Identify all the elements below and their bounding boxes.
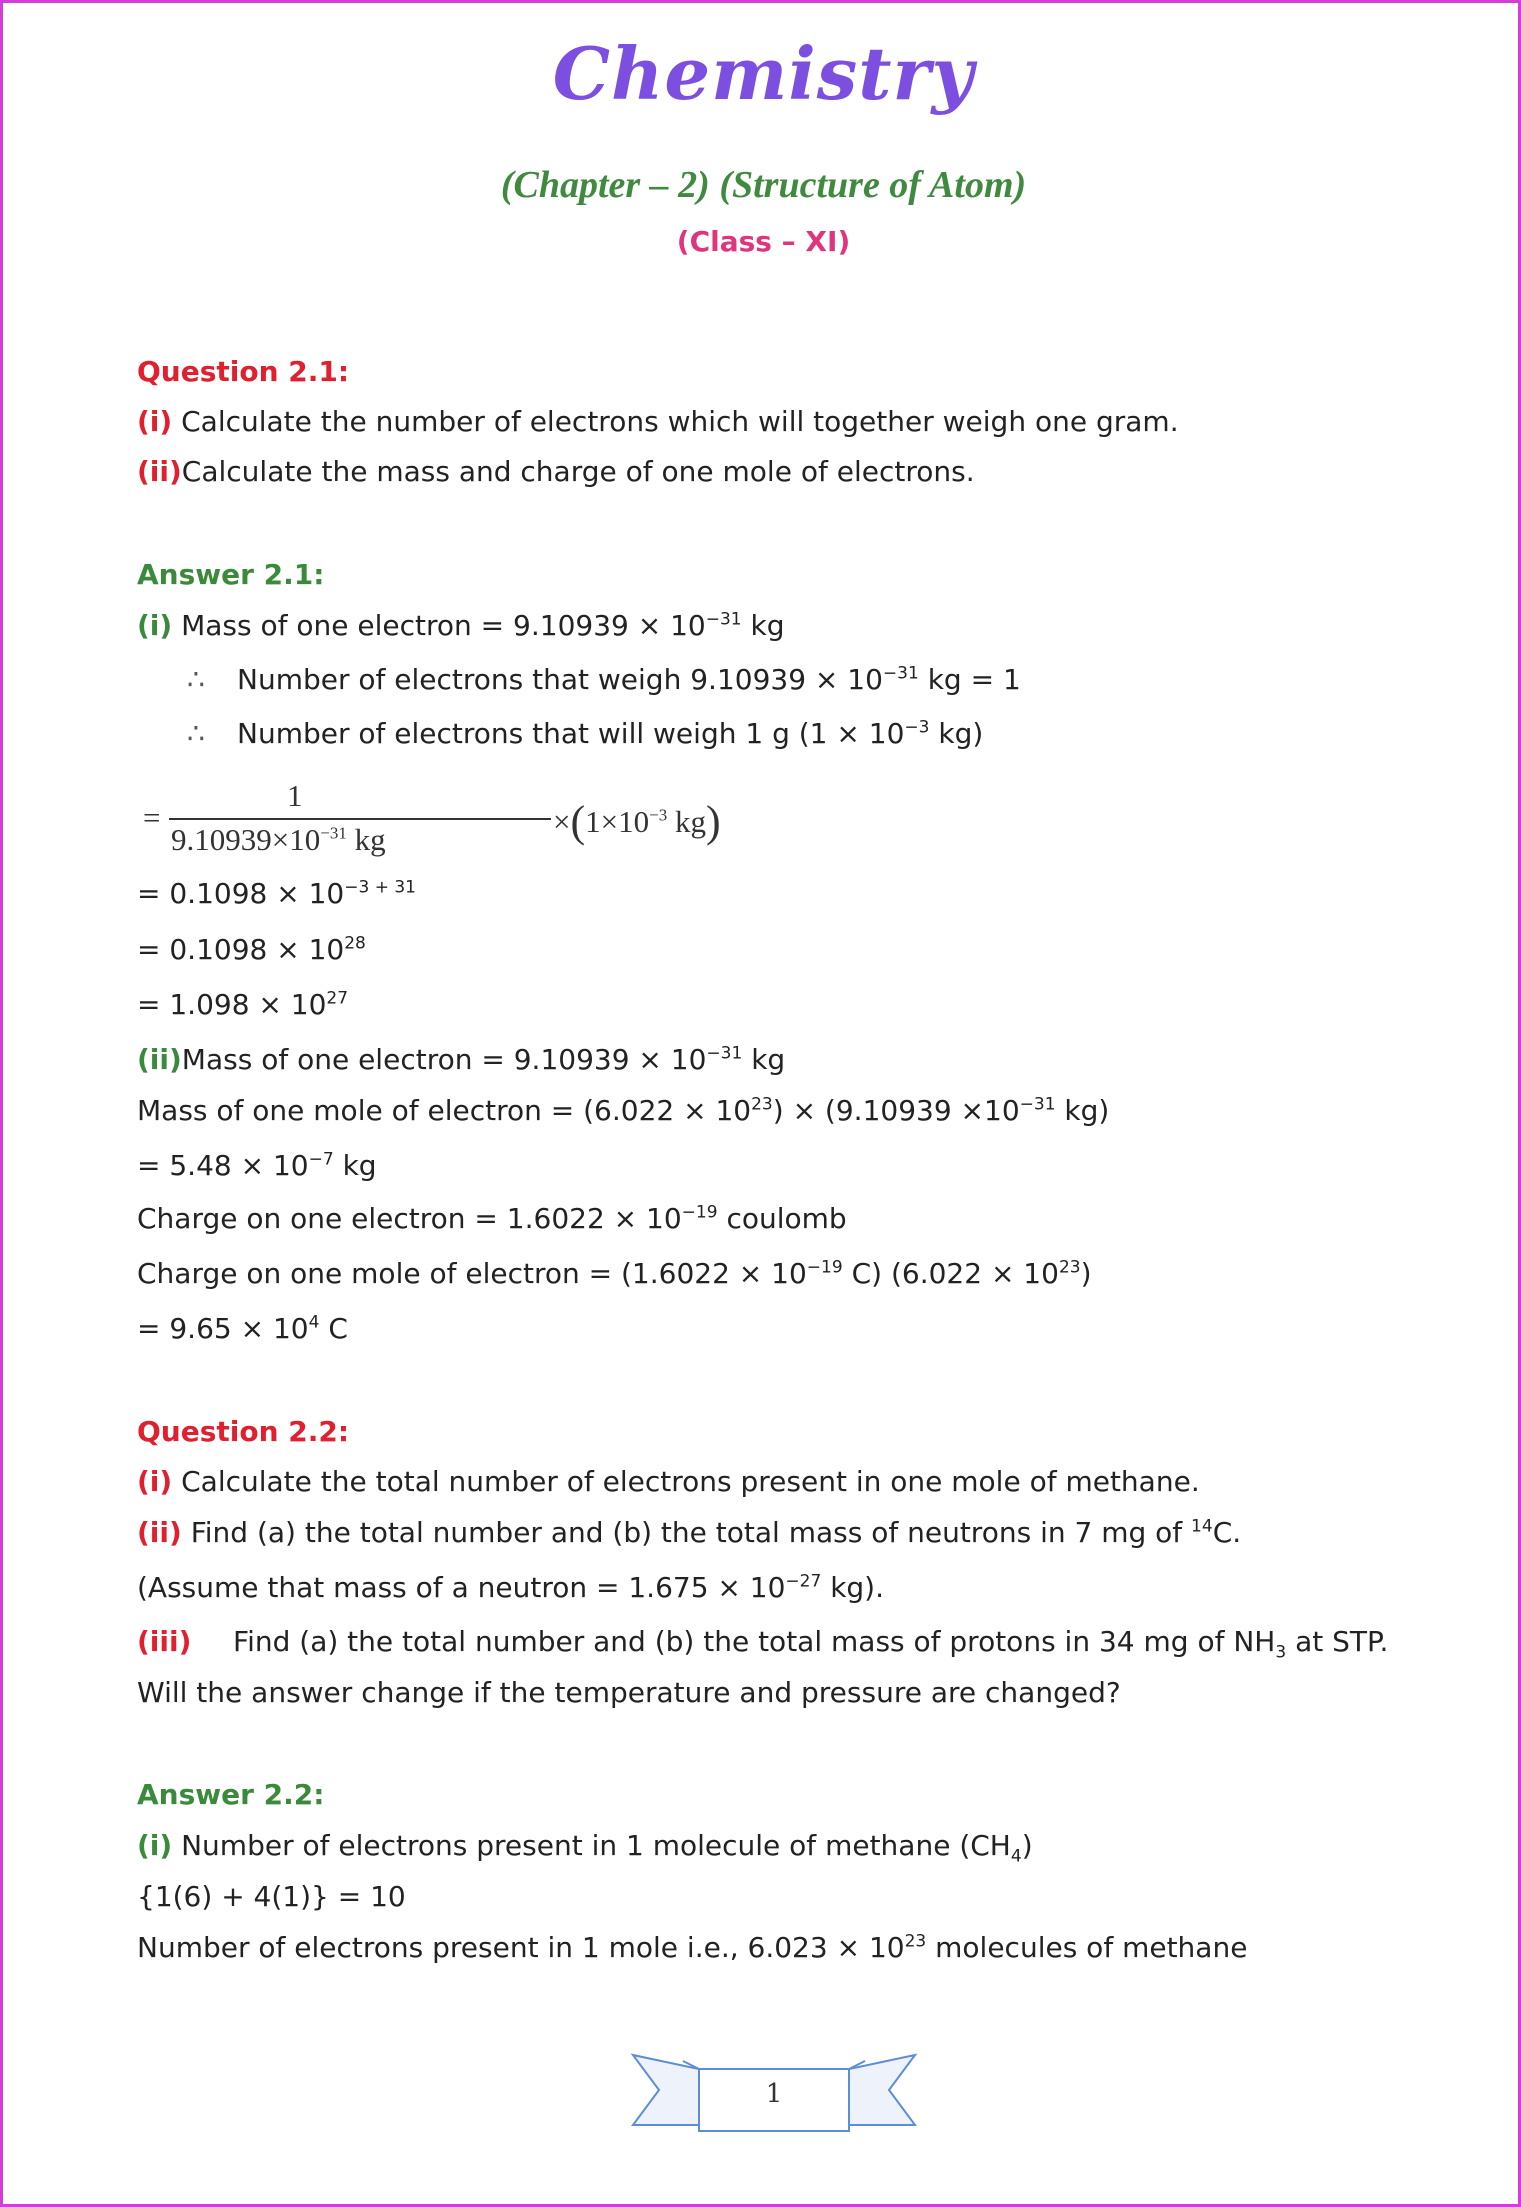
answer-2-1-mole-mass-result (137, 1149, 1437, 1183)
equals-sign: = (143, 800, 161, 835)
text: 1×10 (585, 804, 650, 839)
text: at STP. (1286, 1625, 1389, 1658)
exponent: −27 (785, 1571, 822, 1592)
exponent: −31 (705, 609, 742, 630)
therefore-icon: ∴ (187, 663, 205, 696)
answer-2-1-step-1 (137, 877, 1437, 911)
times-sign: × (553, 804, 571, 839)
text: Charge on one mole of electron = (1.6022 × 10 (137, 1257, 807, 1290)
text: ) (1021, 1829, 1033, 1862)
subscript: 3 (1275, 1642, 1287, 1663)
answer-2-2-line-3 (137, 1931, 1437, 1965)
text: Find (a) the total number and (b) the total mass of protons in 34 mg of NH (233, 1625, 1276, 1658)
text: Mass of one mole of electron = (6.022 × 10 (137, 1094, 752, 1127)
part-label: (ii) (137, 455, 182, 488)
exponent: 4 (308, 1312, 320, 1333)
exponent: −3 (649, 805, 668, 825)
text: C (319, 1312, 348, 1345)
exponent: 23 (751, 1094, 773, 1115)
part-text: Calculate the mass and charge of one mole of electrons. (181, 455, 975, 488)
answer-2-2-line-1 (137, 1829, 1437, 1867)
exponent: −31 (320, 823, 347, 843)
text: Mass of one electron = 9.10939 × 10 (181, 1043, 707, 1076)
answer-2-1-charge-mole (137, 1257, 1437, 1291)
text: = 9.65 × 10 (137, 1312, 309, 1345)
text: kg (741, 609, 785, 642)
text: C) (6.022 × 10 (842, 1257, 1059, 1290)
answer-2-1-line-2 (187, 663, 1487, 697)
text: kg (667, 804, 706, 839)
question-2-2-part-ii (137, 1516, 1437, 1550)
question-2-2-part-iii (137, 1625, 1437, 1663)
page-number-ribbon (629, 2043, 919, 2143)
question-2-2-assume (137, 1571, 1437, 1605)
text: Find (a) the total number and (b) the total mass of neutrons in 7 mg of (181, 1516, 1192, 1549)
exponent: −31 (882, 663, 919, 684)
answer-2-1-step-3 (137, 988, 1437, 1022)
exponent: −7 (308, 1149, 334, 1170)
text: Number of electrons present in 1 molecule of methane (CH (172, 1829, 1011, 1862)
exponent: −31 (1019, 1094, 1056, 1115)
text: kg (346, 822, 386, 857)
class-heading: (Class – XI) (676, 225, 851, 258)
fraction-multiplier (553, 796, 721, 847)
answer-2-1-part-ii-line-1 (137, 1043, 1437, 1077)
part-text: Calculate the number of electrons which will together weigh one gram. (181, 405, 1179, 438)
answer-2-1-mole-mass (137, 1094, 1437, 1128)
text: kg (333, 1149, 377, 1182)
question-2-1-part-i (137, 405, 1437, 439)
question-2-1-part-ii (137, 455, 1437, 489)
part-text: Calculate the total number of electrons present in one mole of methane. (172, 1465, 1200, 1498)
paren: ( (570, 797, 586, 846)
part-label: (i) (137, 1465, 173, 1498)
text: kg) (929, 717, 984, 750)
exponent: 23 (1058, 1257, 1081, 1278)
text: = 0.1098 × 10 (137, 877, 345, 910)
answer-2-1-line-3 (187, 717, 1487, 751)
question-2-2-heading: Question 2.2: (137, 1415, 350, 1448)
text: kg) (1055, 1094, 1110, 1127)
part-label: (i) (137, 1829, 173, 1862)
text: Charge on one electron = 1.6022 × 10 (137, 1202, 682, 1235)
text: kg). (821, 1571, 885, 1604)
exponent: −19 (681, 1202, 718, 1223)
text: ) (1080, 1257, 1092, 1290)
text: Number of electrons present in 1 mole i.e., 6.023 × 10 (137, 1931, 905, 1964)
fraction-bar (169, 818, 551, 820)
answer-2-2-line-2: {1(6) + 4(1)} = 10 (137, 1880, 406, 1913)
exponent: 23 (904, 1931, 927, 1952)
part-label: (ii) (137, 1516, 182, 1549)
answer-2-1-line-1 (137, 609, 1437, 643)
question-2-2-part-i (137, 1465, 1437, 1499)
answer-2-2-heading: Answer 2.2: (137, 1778, 325, 1811)
page-title: Chemistry (552, 31, 975, 116)
answer-2-1-step-2 (137, 933, 1437, 967)
text: C. (1212, 1516, 1242, 1549)
answer-2-1-charge-result (137, 1312, 1437, 1346)
exponent: 28 (344, 933, 366, 954)
exponent: −19 (806, 1257, 843, 1278)
part-label: (i) (137, 609, 173, 642)
fraction-denominator (171, 822, 386, 858)
part-label: (iii) (137, 1625, 192, 1658)
text: Mass of one electron = 9.10939 × 10 (181, 609, 706, 642)
therefore-icon: ∴ (187, 717, 205, 750)
subscript: 4 (1010, 1846, 1022, 1867)
question-2-1-heading: Question 2.1: (137, 355, 350, 388)
text: kg (742, 1043, 786, 1076)
answer-2-1-heading: Answer 2.1: (137, 558, 325, 591)
page-number: 1 (765, 2079, 783, 2109)
part-label: (i) (137, 405, 173, 438)
question-2-2-follow-up: Will the answer change if the temperature and pressure are changed? (137, 1676, 1121, 1709)
text: = 5.48 × 10 (137, 1149, 309, 1182)
exponent: −31 (706, 1043, 743, 1064)
text: kg = 1 (918, 663, 1021, 696)
chapter-heading: (Chapter – 2) (Structure of Atom) (500, 164, 1027, 206)
text: ) × (9.10939 ×10 (772, 1094, 1020, 1127)
fraction-numerator: 1 (287, 778, 303, 813)
text: = 1.098 × 10 (137, 988, 327, 1021)
text: (Assume that mass of a neutron = 1.675 × 10 (137, 1571, 786, 1604)
exponent: 14 (1191, 1516, 1213, 1537)
text: molecules of methane (926, 1931, 1248, 1964)
text: coulomb (717, 1202, 847, 1235)
exponent: 27 (326, 988, 349, 1009)
exponent: −3 (904, 717, 930, 738)
part-label: (ii) (137, 1043, 182, 1076)
answer-2-1-charge (137, 1202, 1437, 1236)
paren: ) (705, 797, 721, 846)
text: Number of electrons that weigh 9.10939 × 10 (237, 663, 883, 696)
text: 9.10939×10 (171, 822, 321, 857)
exponent: −3 + 31 (344, 877, 416, 898)
text: = 0.1098 × 10 (137, 933, 345, 966)
text: Number of electrons that will weigh 1 g (1 × 10 (237, 717, 905, 750)
